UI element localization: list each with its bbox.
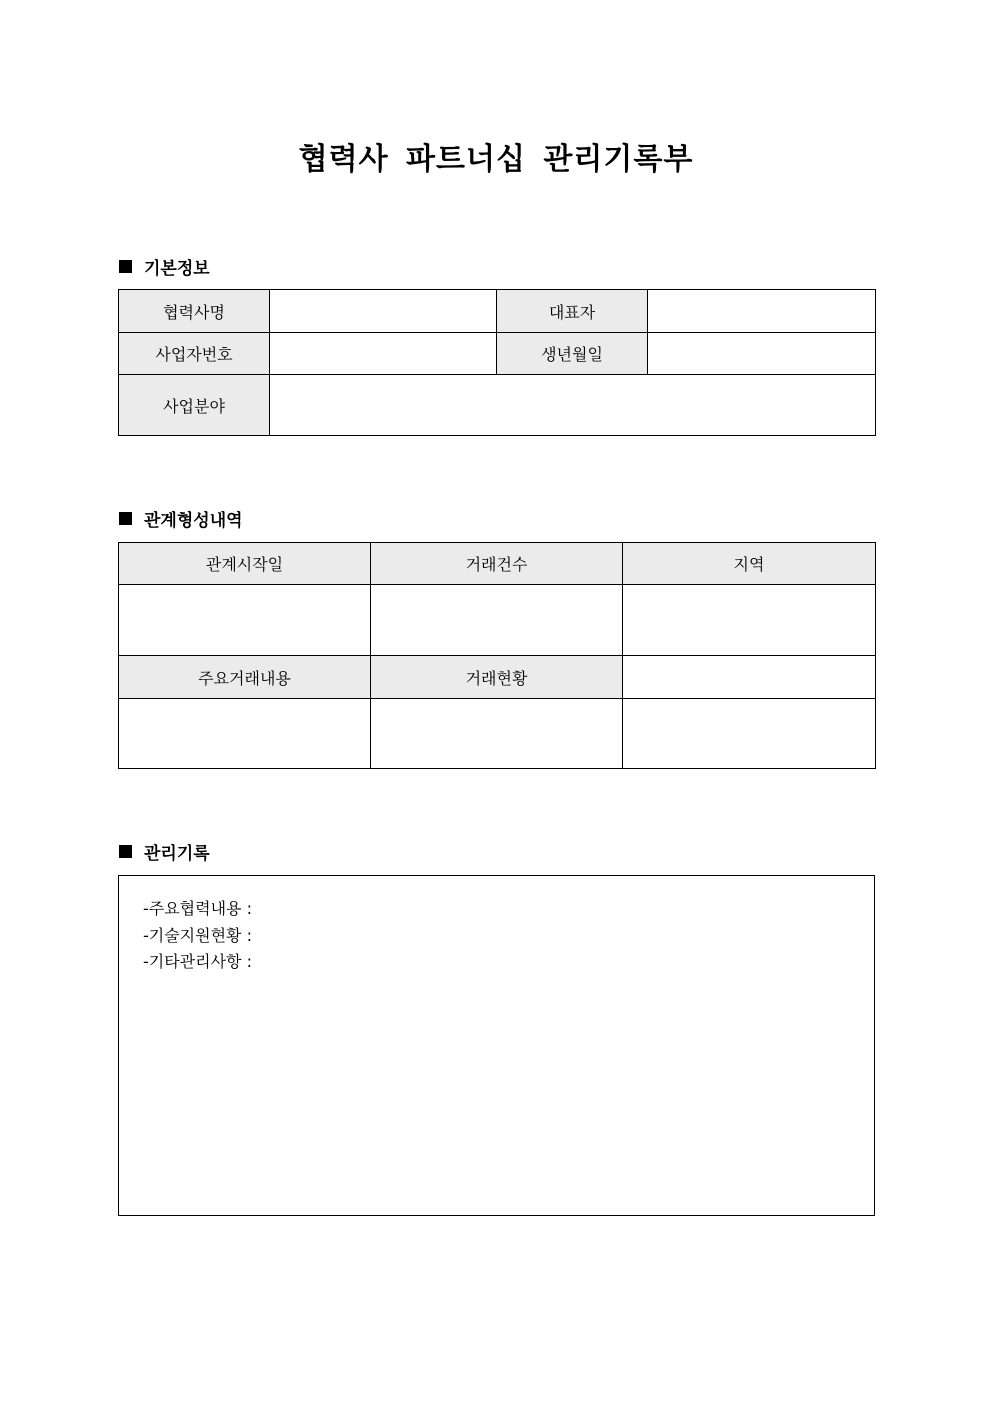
field-business-number[interactable] (270, 333, 497, 375)
field-main-transaction-content[interactable] (119, 699, 371, 769)
field-relation-start-date[interactable] (119, 585, 371, 656)
line-tech-support: -기술지원현황 : (143, 925, 252, 945)
section-heading-text: 관리기록 (144, 844, 210, 864)
label-business-field: 사업분야 (119, 375, 270, 436)
field-company-name[interactable] (270, 290, 497, 333)
blank-header-cell[interactable] (623, 656, 876, 699)
section-heading-text: 기본정보 (144, 259, 210, 279)
header-main-transaction-content: 주요거래내용 (119, 656, 371, 699)
header-region: 지역 (623, 543, 876, 585)
field-region[interactable] (623, 585, 876, 656)
section-heading-text: 관계형성내역 (144, 511, 243, 531)
header-transaction-status: 거래현황 (371, 656, 623, 699)
header-relation-start-date: 관계시작일 (119, 543, 371, 585)
square-bullet-icon (119, 260, 132, 273)
field-business-field[interactable] (270, 375, 876, 436)
document-title: 협력사 파트너십 관리기록부 (298, 142, 694, 177)
section-heading-basic-info (119, 254, 210, 279)
relationship-table (118, 542, 876, 769)
section-heading-relationship (119, 506, 243, 531)
field-transaction-status[interactable] (371, 699, 623, 769)
square-bullet-icon (119, 512, 132, 525)
field-representative[interactable] (648, 290, 876, 333)
label-business-number: 사업자번호 (119, 333, 270, 375)
field-blank[interactable] (623, 699, 876, 769)
line-other-management: -기타관리사항 : (143, 952, 252, 971)
line-main-cooperation: -주요협력내용 : (143, 899, 252, 918)
label-representative: 대표자 (497, 290, 648, 333)
field-transaction-count[interactable] (371, 585, 623, 656)
field-birth-date[interactable] (648, 333, 876, 375)
section-heading-management (119, 839, 210, 864)
header-transaction-count: 거래건수 (371, 543, 623, 585)
label-birth-date: 생년월일 (497, 333, 648, 375)
square-bullet-icon (119, 845, 132, 858)
label-company-name: 협력사명 (119, 290, 270, 333)
basic-info-table (118, 289, 876, 436)
management-record-box[interactable] (118, 875, 875, 1216)
